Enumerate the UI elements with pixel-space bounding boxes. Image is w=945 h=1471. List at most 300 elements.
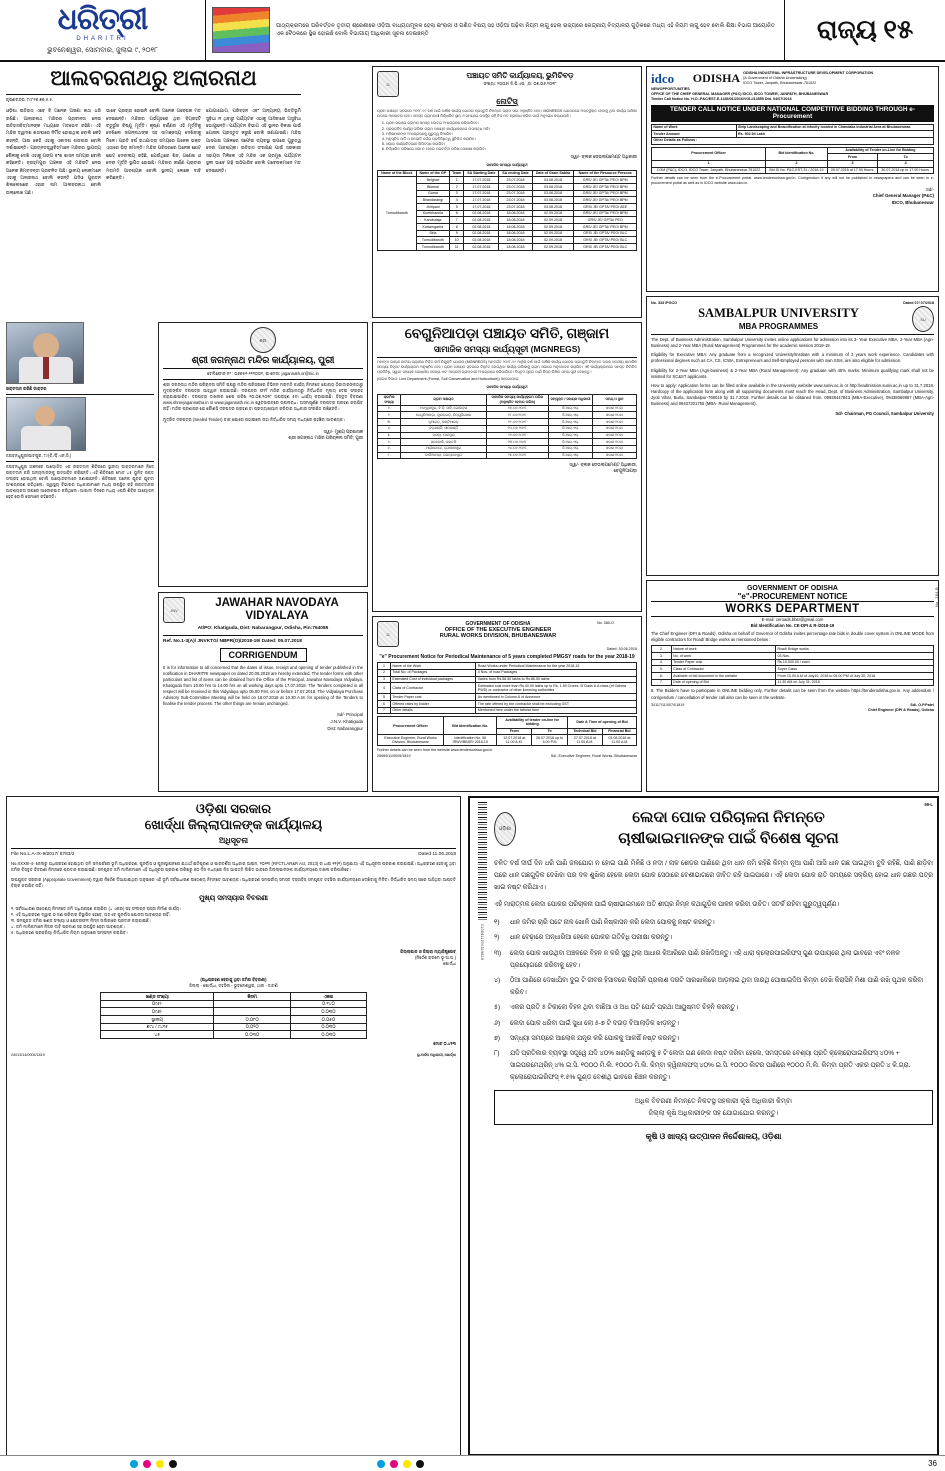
cell: 02.09.2018 bbox=[532, 237, 574, 244]
cell: 02.08.2018 bbox=[464, 230, 499, 237]
khordha-point: ୨. ଏହି ଅଧିଗ୍ରହଣ ଦ୍ୱାରା ୦ ଜଣ ପରିବାର ବିସ୍ଥାପିତ ହେବେ, ଅତଏବ ପୁନର୍ବାସ ଯୋଜନା ଆବଶ୍ୟକ ନାହିଁ। bbox=[11, 912, 171, 918]
cell: 17.07.2018 bbox=[464, 197, 499, 204]
cell: CGM (P&C), IDCO, IDCO Tower, Janpath, Bhubaneswar-751022 bbox=[652, 167, 766, 174]
cell: 2 bbox=[378, 669, 391, 676]
beguniapada-schedule-table bbox=[377, 394, 637, 460]
cell: ୬. bbox=[378, 439, 401, 446]
jagannath-contact: ଟେଲିଫୋନ୍ ନଂ : ୦୬୭୫୨-୨୨୨୦୦୨, ଇ-ମେଲ: jagannath.or@nic.in bbox=[207, 371, 319, 376]
item-text: ଯଦି ପ୍ରତିକାର ବ୍ୟବସ୍ଥା ସତ୍ତ୍ୱେ ଯଦି ୪୦% ଖଣ୍ଡିକୁ ଖଣ୍ଡକୁ ୫ ଟି ଲେଦା ଗଣ ଲେଦା ନଷ୍ଟ ଜରିବା ହେଲେ, ସମସ୍ତରେ ବେଶ୍ୟା ପ୍ରତି କ୍ଲୋରୋପାଇରିଫସ୍ ୪୦% + ସାଇପରମେଥ୍ରିନ୍ ୪% ଇ.ସି. ୧୦୦୦ ମି.ଲି. ୧୦୦୦ ମି.ଲି. କିମ୍ବା କ୍ୱିନାଲଫସ୍ ୪୦% ଇ.ସି. ୧୦୦୦ ଲିଟର ପାଣିରେ ୧୦୦୦ ମି.ଲି. କିମ୍ବା ପ୍ରତି ଏକର ପ୍ରତି ୪ କି.ଗ୍ରା. କ୍ଲୋରୋପାଇରିଫସ୍ ୧.୫% ଗୁଣ୍ଡ ବେଶୀଥି ଭାବରେ ଶିଞ୍ଚନ କରନ୍ତୁ। bbox=[510, 1049, 911, 1082]
item-text: ଲେଦା ପୋକ ଖାଉଥିବା ଅଞ୍ଚଳରେ ବିହନ ନ କରି ସୁସ୍ଥ ଥିଲା ଆଧାର କିଆରିରେ ପାଣି ରଖିଦିଅନ୍ତୁ। ଏହି ଧାରା କ୍ଲୋରପାଇରିଫସ୍ ଗୁଣ ଉପାୟରେ ଥିଲା ଭାବରେ ଏବଂ ନଳଳ ପ୍ରୟୋଗରେ ଜରିବାକୁ ହେବ। bbox=[510, 949, 900, 969]
col-header: ସାମାଜିକ ସମସ୍ୟା କାର୍ଯ୍ୟକ୍ରମ ତାରିଖ (ଅନୁଷ୍ଠିତ ହେବାର ତାରିଖ) bbox=[486, 394, 548, 405]
table-row bbox=[378, 419, 637, 426]
item-number: ୮) bbox=[494, 1049, 500, 1057]
sambalpur-para-2: Eligibility for 2-Year MBA (Agri-business) & 2-Year MBA (Rural Management): Any graduate with 45% marks. Minimum qualifying mark shall not be insisted for SC&ST applicants. bbox=[651, 367, 934, 379]
locust-contact-box bbox=[494, 1090, 933, 1124]
cell: 02.09.2018 bbox=[532, 217, 574, 224]
table-row bbox=[378, 707, 637, 714]
cell: ୦୯୫/- bbox=[101, 1000, 214, 1008]
jnv-ref: Ref. No.1-3(A)/ JNVKTG/ NBPR(O)/2018-19/ Dated: 05.07.2018 bbox=[163, 638, 302, 644]
magenta-dot-icon bbox=[390, 1460, 398, 1468]
khordha-body-2: ଉପଯୁକ୍ତ ସରକାର (Appropriate Government) ଦ୍ୱାରା ନିର୍ଦ୍ଦେଶ ଦିଆଯାଇଥିବା ଅନୁସାରେ ଏହି ଭୂମି ସର୍ବସାଧାରଣ ଉଦ୍ଦେଶ୍ୟ ନିମନ୍ତେ ଆବଶ୍ୟକ। ଅଧିଗ୍ରହଣ ସମ୍ପର୍କୀୟ ସମସ୍ତ ଦସ୍ତାବିଜ୍ ସମ୍ପୃକ୍ତ ତହସିଲ କାର୍ଯ୍ୟାଳୟରେ ଦେଖିବାକୁ ମିଳିବ। ନିର୍ଦ୍ଧାରିତ ସମୟ ପରେ ଆସିଥିବା ଆପତ୍ତି ବିଚାର କରାଯିବ ନାହିଁ। bbox=[11, 876, 456, 888]
table-row bbox=[378, 663, 637, 670]
rural-works-title: "e" Procurement Notice for Periodical Maintenance of 5 years completed PMGSY roads for the year 2018-19 bbox=[379, 654, 635, 661]
jagannath-notice bbox=[158, 322, 368, 587]
cell: ୫. bbox=[378, 432, 401, 439]
cell: ଜି.ଆର୍.ଏସ୍. bbox=[548, 445, 592, 452]
cell: Bilamal bbox=[416, 184, 450, 191]
cell: 02.09.2018 bbox=[532, 230, 574, 237]
cell: 23.07.2018 bbox=[499, 204, 532, 211]
col-subheader: To bbox=[532, 728, 568, 735]
table-row bbox=[378, 237, 637, 244]
cell: No. of work bbox=[671, 653, 775, 660]
cell: 03.08.2018 bbox=[532, 190, 574, 197]
odisha-emblem-icon: ⚖ bbox=[377, 621, 399, 647]
khordha-notice-word: ଅଧିସୂଚନା bbox=[218, 835, 249, 845]
cell: Rs.10,000.00 / each bbox=[776, 659, 934, 666]
cell: 02.09.2018 bbox=[532, 224, 574, 231]
photo-caption-1: ରକ୍ତଦାନ କରିଛି ଡାକ୍ତର bbox=[6, 386, 47, 391]
idco-sign-1: Sd/- bbox=[925, 186, 934, 192]
item-number: ୪) bbox=[494, 977, 501, 984]
barcode-area bbox=[474, 802, 490, 960]
panchayat-point: 6. ନିର୍ଦ୍ଧାରିତ ତାରିଖରେ ସଭା ନ ହେଲେ ପରବର୍ତ୍ତୀ ତାରିଖ ଘୋଷଣା କରାଯିବ। bbox=[386, 147, 637, 152]
table-row bbox=[652, 167, 934, 174]
cell: ମାର୍ଦ୍ଦାକୋଟେ, ଗୋପାଳପୁର bbox=[401, 445, 486, 452]
paper-name-odia: ଧରିତ୍ରୀ bbox=[57, 3, 148, 36]
panchayat-schedule-table bbox=[377, 170, 637, 251]
item-number: ୨) bbox=[494, 934, 500, 942]
cell: 2. bbox=[652, 646, 672, 653]
cell: 7 bbox=[378, 707, 391, 714]
locust-item bbox=[494, 917, 933, 929]
works-dept-side-no: No. 284-B bbox=[935, 587, 939, 607]
col-number: 3 bbox=[827, 160, 877, 167]
khordha-point: ୩. ସମ୍ପୃକ୍ତ ଜମିର ଖଣ୍ଡ ସଂଖ୍ୟା ଓ କ୍ଷେତ୍ରଫଳ ନିମ୍ନ ତାଲିକାରେ ପ୍ରଦାନ କରାଯାଇଛି। bbox=[11, 918, 151, 924]
idco-office-line: OFFICE OF THE CHIEF GENERAL MANAGER (P&C) IDCO, IDCO TOWER, JANPATH, BHUBANESWAR bbox=[651, 92, 829, 97]
sambalpur-para-3: How to apply: Application forms can be filled online available in the University website www.suniv.ac.in or http://eadmission.suniv.ac.in up to 31.7.2018. Hardcopy of the application form along with all supporting documents must reach the Head, Dept. of Business Administration, Sambalpur University, Jyoti Vihar, Burla, Sambalpur-768019 by 31.7.2018. Further details can be obtained from. 09938447843 (MBA-Executive), 09438069867 (MBA-Agri-Business) and 09437201755 (MBA- Rural Management). bbox=[651, 382, 934, 407]
khordha-office-sign-2: (ନିର୍ଦ୍ଦେଶ କ୍ରମେ ଭୂ-ଅ.ଅ.) bbox=[414, 954, 456, 960]
cell: GRS/ JE/ GPTA/ PEO/ BPM bbox=[574, 190, 637, 197]
cell: 18.08.2018 bbox=[499, 224, 532, 231]
photo-story bbox=[6, 322, 154, 500]
table-header-row bbox=[378, 394, 637, 405]
cell: 17.07.2018 bbox=[464, 204, 499, 211]
cell: Karukutaja bbox=[416, 217, 450, 224]
col-subheader: From bbox=[827, 154, 877, 161]
barcode-icon bbox=[478, 802, 487, 922]
cell: ସକାଳ ୧୦ଟା bbox=[592, 405, 636, 412]
col-header: Date of Gram Sabha bbox=[532, 170, 574, 177]
idco-details-table bbox=[651, 124, 934, 145]
cell: 1 bbox=[450, 177, 464, 184]
cell: 6 bbox=[450, 210, 464, 217]
item-text: ଲେଦା ପୋକ ଧରିବା ପାଇଁ ସୁଧା ଲୋ ୫-୭ ଟି ଦଉଡ଼ ବିଆଲାଡ଼ିକ ଝାଡ଼ନ୍ତୁ। bbox=[510, 1019, 679, 1027]
locust-item bbox=[494, 1018, 933, 1030]
cell: ଜି.ଆର୍.ଏସ୍. bbox=[548, 439, 592, 446]
col-header: ଏକର bbox=[290, 993, 366, 1001]
cell: Estimated cost more than Rs.40.00 lakhs up to Rs. 1.50 Crores. B Class & A class (of Odisha PWD) or contractor of other licensing authorities bbox=[476, 683, 637, 694]
rural-works-footer: Further details can be seen from the website www.tendersorissa.gov.in bbox=[377, 748, 493, 753]
cell: Date of opening of Bid bbox=[671, 679, 775, 686]
cell: Tender Paper cost bbox=[390, 694, 475, 701]
jnv-corrigendum-label: CORRIGENDUM bbox=[220, 648, 307, 662]
col-number: 2 bbox=[766, 160, 828, 167]
cell: Road/ Bridge works bbox=[776, 646, 934, 653]
cell: ୨୩.୦୭.୨୦୧୮ bbox=[486, 439, 548, 446]
cell: Mentioned here under the tabular form bbox=[476, 707, 637, 714]
cell: ନୂଆଗଡ଼, କଣ୍ଟିଆଗଡ଼ bbox=[401, 419, 486, 426]
cell: ୦.୦୩୦ bbox=[290, 1008, 366, 1016]
panchayat-notice bbox=[372, 66, 642, 318]
cell: 03.08.2018 bbox=[532, 197, 574, 204]
masthead-center bbox=[205, 0, 785, 60]
beguniapada-subtitle: ସାମାଜିକ ସମସ୍ୟା କାର୍ଯ୍ୟସୂଚୀ (MGNREGS) bbox=[433, 343, 581, 354]
works-dept-email: E-mail: ceroads.bbsr@gmail.com bbox=[761, 617, 824, 622]
idco-tender-call-no: Tender Call Notice No. H.O.-P&C/EST-E-1185/01/2016/VOl-I/13555 Dtd. 04/07/2018 bbox=[651, 97, 792, 102]
cell: 3 bbox=[450, 190, 464, 197]
idco-footer: Further details can be seen from the e-Procurement portal. www.tendersorissa.gov.in. Corrigendum if any will not be published in newspapers and can be seen in e-procurement portal as well as in IDCO website www.idco.in. bbox=[651, 176, 934, 186]
table-row bbox=[378, 452, 637, 459]
cmyk-dots-left bbox=[130, 1460, 177, 1468]
sambalpur-date: Dated 07/ 07/2018 bbox=[903, 301, 934, 305]
rural-works-sign: Sd/- Executive Engineer, Rural Works, Bhubaneswar bbox=[550, 753, 637, 758]
item-number: ୭) bbox=[494, 1034, 501, 1042]
panchayat-signature: ସ୍ୱା/- ବ୍ଲକ ଡେଭଲପମେଣ୍ଟ ଅଧିକାରୀ bbox=[570, 154, 637, 160]
cell: Class of Contractor bbox=[671, 666, 775, 673]
cell: Class of Contractor bbox=[390, 683, 475, 694]
cell: Tumudibandh bbox=[416, 237, 450, 244]
jnv-emblem-icon: JNV bbox=[163, 597, 185, 623]
col-header: ଗ୍ରାମ ପଞ୍ଚାୟତ bbox=[401, 394, 486, 405]
table-row bbox=[378, 445, 637, 452]
item-text: ଏକର ପ୍ରତି ୫ ଟିକାଲୋ ବିହନ ଥିବା ବାଛିଆ ଓ ଅଧ ପଟି ପୋଟି ପ୍ରଥା ଆୟୁଷ୍ମତ ଚିହ୍ନି କରନ୍ତୁ। bbox=[510, 1004, 739, 1012]
table-row bbox=[101, 1016, 367, 1024]
cell: ୩. bbox=[378, 419, 401, 426]
table-row bbox=[101, 1023, 367, 1031]
cell: The rate offered by the contractor shall be excluding GST bbox=[476, 701, 637, 708]
cmyk-dots-right bbox=[377, 1460, 424, 1468]
paper-name-latin: DHARITRI bbox=[76, 36, 129, 42]
cell: 4 bbox=[378, 683, 391, 694]
rural-works-ref: 25069/11/0009/1819 bbox=[377, 753, 411, 758]
cell: ସକାଳ ୧୦ଟା bbox=[592, 425, 636, 432]
khordha-table-sub: ଜିଲ୍ଲା - ଖୋର୍ଦ୍ଧା, ତହସିଲ - ଭୁବନେଶ୍ୱର, ଥାନା - ଜାଟଣି bbox=[189, 982, 278, 988]
sambalpur-intro: The Dept. of Business Administration, Sambalpur University invites online applications for admission into its 3- Year Executive MBA, 2-Year MBA (Agri-Business) and 2-Year MBA (Rural Management) Programmes for the academic session 2018-19. bbox=[651, 337, 934, 349]
cell: 4 Nos. of road Packages bbox=[476, 669, 637, 676]
col-subheader: Technical Bid bbox=[568, 728, 603, 735]
locust-title-1: ଲେଦା ପୋକ ପରିଚାଳନା ନିମନ୍ତେ bbox=[632, 809, 825, 827]
khordha-land-table bbox=[100, 992, 367, 1039]
cell: 02.08.2018 bbox=[464, 224, 499, 231]
cell: ଜି.ଆର୍.ଏସ୍. bbox=[548, 412, 592, 419]
cell: Sirla bbox=[416, 230, 450, 237]
cell: Available of bid document in the website bbox=[671, 673, 775, 680]
cell: 7 bbox=[450, 217, 464, 224]
locust-item bbox=[494, 1048, 933, 1085]
table-row bbox=[378, 204, 637, 211]
cell: ସକାଳ ୧୦ଟା bbox=[592, 445, 636, 452]
jagannath-sign-1: ସ୍ୱା/- ମୁଖ୍ୟ ପ୍ରଶାସକ bbox=[323, 428, 363, 434]
cell: 11.30 AM on July 31, 2018 bbox=[776, 679, 934, 686]
khordha-point: ୪. ଜମି ମାଲିକମାନେ ନିଜର ଦାବି ପ୍ରମାଣ ସହ ଉପସ୍ଥିତ ହେବା ଆବଶ୍ୟକ। bbox=[11, 924, 125, 930]
odisha-wordmark: ODISHA bbox=[692, 71, 741, 85]
photo-event bbox=[6, 397, 86, 451]
cell: 6. bbox=[652, 673, 672, 680]
col-header: Name of the Resource Persons bbox=[574, 170, 637, 177]
panchayat-office-line-1: ପଞ୍ଚାୟତ ସମିତି କାର୍ଯ୍ୟାଳୟ, ଭୁମିଚିବଡ଼ bbox=[466, 71, 574, 80]
locust-footer: କୃଷି ଓ ଖାଦ୍ୟ ଉତ୍ପାଦନ ନିର୍ଦ୍ଦେଶାଳୟ, ଓଡ଼ିଶା bbox=[645, 1131, 782, 1141]
item-number: ୫) bbox=[494, 1004, 501, 1012]
table-row bbox=[652, 137, 934, 144]
idco-new-opportunities: NEWOPPORTUNITIES bbox=[651, 87, 690, 91]
cell: ୧୮.୦୭.୨୦୧୮ bbox=[486, 412, 548, 419]
item-number: ୬) bbox=[494, 1019, 501, 1027]
locust-side-no: 59-L bbox=[924, 802, 933, 807]
khordha-point: ୫. ଅଧିଗ୍ରହଣ ପ୍ରକ୍ରିୟା ନିର୍ଦ୍ଧାରିତ ନିୟମ ଅନୁସାରେ ସମ୍ପନ୍ନ କରାଯିବ। bbox=[11, 930, 128, 936]
idco-company-name: ODISHA INDUSTRIAL INFRASTRUCTURE DEVELOPMENT CORPORATION bbox=[743, 71, 874, 75]
khordha-footer-sign: ଭୂ-ଅର୍ଜନ ଅଧିକାରୀ, ଖୋର୍ଦ୍ଧା bbox=[416, 1053, 456, 1058]
main-story-title: ଆଲବରନାଥରୁ ଅଲାରନାଥ bbox=[50, 66, 257, 90]
rainbow-flag-icon bbox=[212, 7, 270, 53]
cell: ୦.୦୫୦ bbox=[290, 1016, 366, 1024]
idco-tender bbox=[646, 66, 939, 292]
jnv-title: JAWAHAR NAVODAYA VIDYALAYA bbox=[215, 597, 339, 623]
cell: Road Works under Periodical Maintenance for the year 2018-19 bbox=[476, 663, 637, 670]
table-row bbox=[652, 653, 934, 660]
panchayat-notice-title: ନୋଟିସ୍ bbox=[496, 97, 518, 106]
table-header-row bbox=[378, 717, 637, 728]
table-row bbox=[652, 131, 934, 138]
table-row bbox=[378, 694, 637, 701]
locust-item bbox=[494, 1002, 933, 1014]
cell: 02.09.2018 bbox=[532, 244, 574, 251]
cell: Other Details as Follows : bbox=[652, 137, 934, 144]
jagannath-sign-2: ଶ୍ରୀ ଜଗନ୍ନାଥ ମନ୍ଦିର ପରିଚାଳନା ସମିତି, ପୁରୀ bbox=[288, 435, 363, 441]
cell: ୦.୦୩୦ bbox=[214, 1031, 290, 1039]
sambalpur-subtitle: MBA PROGRAMMES bbox=[738, 322, 819, 332]
locust-title-2: ଚାଷୀଭାଇମାନଙ୍କ ପାଇଁ ବିଶେଷ ସୂଚନା bbox=[618, 830, 839, 848]
cell: ୨୦.୦୭.୨୦୧୮ bbox=[486, 425, 548, 432]
table-header-row bbox=[378, 170, 637, 177]
locust-items bbox=[494, 917, 933, 1084]
idco-address: IDCO Tower, Janpath, Bhubaneswar-751022 bbox=[743, 81, 817, 86]
cell: GRS/ JE/ GPTA/ PEO/ BPM bbox=[574, 177, 637, 184]
locust-item bbox=[494, 948, 933, 972]
table-row bbox=[378, 412, 637, 419]
table-row bbox=[101, 1031, 367, 1039]
masthead bbox=[0, 0, 945, 62]
table-row bbox=[652, 666, 934, 673]
cell: Identification No. 06 /RWV/BBSR/ 2018-19 bbox=[444, 735, 497, 746]
table-row bbox=[378, 735, 637, 746]
item-text: ଧାନ ଜମିର ଚାରି ପଟେ ନାଳ ଖୋଳି ପାଣି ନିଷ୍କାସନ କରି ଲେଦା ପୋକକୁ ନଷ୍ଟ କରନ୍ତୁ। bbox=[510, 919, 715, 927]
cell bbox=[214, 1008, 290, 1016]
rural-works-table-2 bbox=[377, 716, 637, 746]
table-row bbox=[378, 439, 637, 446]
item-text: ସନ୍ଧ୍ୟା ସମୟରେ ଆଲୋକ ଯନ୍ତ୍ର କରି ପୋକକୁ ଆକର୍ଷି ନଷ୍ଟ କରନ୍ତୁ। bbox=[510, 1034, 680, 1042]
cell: Kumbharsila bbox=[416, 210, 450, 217]
rural-works-notice-no: No. 380-O bbox=[597, 621, 615, 625]
cell: 23.07.2018 bbox=[499, 177, 532, 184]
photo-story-body: ଜଗବନ୍ଧୁପୁର ଅଞ୍ଚଳରେ ଆୟୋଜିତ ଏକ ରକ୍ତଦାନ ଶିବିରରେ ସ୍ଥାନୀୟ ଡାକ୍ତରମାନେ ନିଜେ ରକ୍ତଦାନ କରି ଅନ୍ୟମାନଙ୍କୁ ଉତ୍ସାହିତ କରିଛନ୍ତି। ଏହି ଶିବିରରେ ମୋଟ ୪୫ ୟୁନିଟ୍ ରକ୍ତ ସଂଗ୍ରହ ହୋଇଥିଲା ବୋଲି ଆୟୋଜକମାନେ ଜଣାଇଛନ୍ତି। ଶିବିରରେ ଅନେକ ଯୁବକ ଯୁବତୀ ଅଂଶଗ୍ରହଣ କରିଥିଲେ। ସ୍ୱାସ୍ଥ୍ୟ ବିଭାଗର ଅଧିକାରୀମାନେ ମଧ୍ୟ ଉପସ୍ଥିତ ରହି ରକ୍ତଦାନର ଆବଶ୍ୟକତା ଉପରେ ଆଲୋକପାତ କରିଥିଲେ। ଆଗାମୀ ଦିନରେ ମଧ୍ୟ ଏପରି ଶିବିର ଆୟୋଜନ ହେବ ବୋଲି ସେମାନେ କହିଛନ୍ତି। bbox=[6, 463, 154, 500]
black-dot-icon bbox=[169, 1460, 177, 1468]
table-header-row bbox=[652, 147, 934, 154]
table-row bbox=[101, 1000, 367, 1008]
col-header: Procurement Officer bbox=[652, 147, 766, 160]
table-row bbox=[378, 405, 637, 412]
khordha-date: Dated 11.06.2018 bbox=[418, 851, 456, 857]
table-row bbox=[378, 184, 637, 191]
cell: ବଡ଼ଖଣ୍ଡି, ସାନଖଣ୍ଡି bbox=[401, 425, 486, 432]
table-row bbox=[378, 177, 637, 184]
works-dept-sign-1: Sd/- O.P.Patel bbox=[910, 702, 934, 707]
col-subheader: Financial Bid bbox=[602, 728, 636, 735]
cell: 5 bbox=[450, 204, 464, 211]
col-number: 4 bbox=[878, 160, 934, 167]
cell: ଜି.ଆର୍.ଏସ୍. bbox=[548, 432, 592, 439]
cell: 03.08.2018 bbox=[532, 177, 574, 184]
cyan-dot-icon bbox=[377, 1460, 385, 1468]
cell: 7. bbox=[652, 679, 672, 686]
magenta-dot-icon bbox=[143, 1460, 151, 1468]
table-row bbox=[101, 1008, 367, 1016]
khordha-section-title: ମୁଖ୍ୟ ସମସ୍ୟାର ବିବରଣୀ bbox=[199, 895, 268, 903]
jnv-sign-1: Sd/- Principal bbox=[336, 712, 363, 718]
table-row bbox=[378, 701, 637, 708]
jagannath-emblem bbox=[163, 327, 363, 353]
edition-date: ଭୁବନେଶ୍ୱର, ସୋମବାର, ଜୁଲାଇ ୯, ୨୦୧୮ bbox=[47, 47, 158, 54]
cell: ଜି.ଆର୍.ଏସ୍. bbox=[548, 419, 592, 426]
cell: 09.07.2018 at 17.00 Hours. bbox=[827, 167, 877, 174]
works-dept-ref: 34117/11/0074/1819 bbox=[651, 702, 685, 707]
item-number: ୩) bbox=[494, 949, 502, 957]
cell: GRS/ JE/ GPTA/ PEO bbox=[574, 217, 637, 224]
table-row bbox=[652, 659, 934, 666]
cell: Total No. of Packages bbox=[390, 669, 475, 676]
cell: ୧. bbox=[378, 405, 401, 412]
cell: ୨୫.୦୭.୨୦୧୮ bbox=[486, 452, 548, 459]
beguniapada-notice bbox=[372, 322, 642, 612]
khordha-body-1: No.XXXIII-4- ଜେଲରୁ ଅଧିଗ୍ରହଣ ହୋଇଥିବା ଜମି ସମ୍ପର୍କରେ ଭୂମି ଅଧିଗ୍ରହଣ, ପୁନର୍ବାସ ଓ ପୁନଃସ୍ଥାପନରେ ଯଥାର୍ଥ କ୍ଷତିପୂରଣ ଓ ପାରଦର୍ଶିତା ଅଧିକାର ଆଇନ, ୨୦୧୩ (RFCTLAR&R Act, 2013) ର ଧାରା ୧୧(୧) ଅନୁଯାୟୀ ଏହି ଅଧିସୂଚନା ପ୍ରକାଶ କରାଯାଉଛି। ଅଧିଗ୍ରହଣ ହେବାକୁ ଥିବା ଜମିର ବିସ୍ତୃତ ବିବରଣୀ ନିମ୍ନରେ ପ୍ରଦାନ କରାଯାଇଛି। ସମ୍ପୃକ୍ତ ଜମି ମାଲିକମାନେ ଏହି ଅଧିସୂଚନା ପ୍ରକାଶ ତାରିଖରୁ ୬୦ ଦିନ ମଧ୍ୟରେ ନିଜ ଆପତ୍ତି ଲିଖିତ ଭାବରେ ଜିଲ୍ଲାପାଳଙ୍କ କାର୍ଯ୍ୟାଳୟରେ ଦାଖଲ କରିପାରିବେ। bbox=[11, 860, 456, 872]
cell: 18.08.2018 bbox=[499, 237, 532, 244]
idco-company-sub: (A Government of Odisha Undertaking) bbox=[743, 76, 807, 81]
table-header-row bbox=[652, 160, 934, 167]
works-dept-sign-2: Chief Engineer (DPI & Roads), Odisha bbox=[867, 707, 934, 712]
cell: GRS/ JE/ GPTA/ PEO/ BPM bbox=[574, 224, 637, 231]
yellow-dot-icon bbox=[403, 1460, 411, 1468]
cell: ଜି.ଆର୍.ଏସ୍. bbox=[548, 405, 592, 412]
khordha-file-no: File No.L.A-IX-9/2017/ 8783/2 bbox=[11, 851, 75, 857]
works-dept-govt: GOVERNMENT OF ODISHA bbox=[746, 585, 838, 592]
col-header: Availability of tender on-line for bidding bbox=[497, 717, 568, 728]
cell: Belghar bbox=[416, 177, 450, 184]
locust-intro-2: ଏହି ମାରାତ୍ମକ ଲେଦା ପୋକର ପରିଚାଳନା ପାଇଁ ଚାଷୀଭାଇମାନେ ଅତି ଶୀଘ୍ର ନିମ୍ନ କଥାଗୁଡ଼ିକ ପାଳନ କରିବା ଉଚିତ। ସତର୍କ ରହିବା ଗୁରୁତ୍ୱପୂର୍ଣ୍ଣ। bbox=[494, 901, 840, 909]
beguniapada-title: ବେଗୁନିଆପଡ଼ା ପଞ୍ଚାୟତ ସମିତି, ଗଞ୍ଜାମ bbox=[404, 327, 610, 342]
khordha-office-sign-3: ଖୋର୍ଦ୍ଧା bbox=[443, 960, 456, 966]
beguniapada-line-dept: (ଲାଇନ ବିଭାଗ: Line Department (Forest, Soil Conservation and Horticulture)) ସହଯୋଗରେ bbox=[377, 377, 519, 382]
col-header: SA Starting Date bbox=[464, 170, 499, 177]
jnv-body: It is for information to all concerned that the dates of issue, receipt and opening of tender published in the notification in DHARITRI newspaper on dated 20.06.2018 are hereby extended. The tender forms with other particulars and list of items can be obtained from the Office of the Principal, Jawahar Navodaya Vidyalaya, Khatiguda from 10.00 hrs to 14.00 hrs on all working days upto 17.07.2018. The Tenders completed in all respect will be received in this Vidyalaya upto 05.00 P.M. on or before 17.07.2018. The Vidyalaya Purchase Advisory Sub-Committee Meeting will be held on 18.07.2018 at 10.30 A.M. for opening of the Tenders to finalise the tender process. The other things are remain unchanged. bbox=[163, 664, 363, 707]
khordha-line-2: ଖୋର୍ଦ୍ଧା ଜିଲ୍ଲାପାଳଙ୍କ କାର୍ଯ୍ୟାଳୟ bbox=[144, 817, 323, 833]
table-row bbox=[652, 124, 934, 131]
works-dept-note: 8. The Bidders have to participate in ONLINE bidding only. Further details can be seen from the website https://tenderodisha.gov.in. Any addendum / corrigendum / cancellation of tender call also can be seen in the website. bbox=[651, 688, 934, 700]
cell: ବାଲିଆପଡ଼ା, ଜଗନ୍ନାଥପୁର bbox=[401, 452, 486, 459]
sambalpur-title: SAMBALPUR UNIVERSITY bbox=[698, 306, 859, 321]
col-header: Name of the GP bbox=[416, 170, 450, 177]
cell: ୪୫ bbox=[101, 1031, 214, 1039]
rural-works-office-2: RURAL WORKS DIVISION, BHUBANESWAR bbox=[439, 633, 557, 639]
cell: Jhiripani bbox=[416, 204, 450, 211]
cell: 03.08.2018 bbox=[532, 204, 574, 211]
cell: Bhandarangi bbox=[416, 197, 450, 204]
table-row bbox=[378, 676, 637, 683]
col-header: Date & Time of opening of Bid bbox=[568, 717, 637, 728]
photo-doctor bbox=[6, 322, 84, 384]
cell: Kurtamgarha bbox=[416, 224, 450, 231]
cell: 17.07.2018 bbox=[464, 184, 499, 191]
cell: 03.08.2018 bbox=[532, 184, 574, 191]
jnv-sign-3: Dist: Nabarangpur bbox=[327, 725, 363, 731]
table-row bbox=[378, 230, 637, 237]
table-row bbox=[378, 244, 637, 251]
main-story-byline: କୃଷ୍ଣଚନ୍ଦ୍ର, ୮୯୮୧୬.୭୭.୫.୫. bbox=[6, 97, 54, 103]
cell: 18.08.2018 bbox=[499, 210, 532, 217]
idco-banner: TENDER CALL NOTICE UNDER NATIONAL COMPETITIVE BIDDING THROUGH e- Procurement bbox=[651, 105, 934, 122]
table-row bbox=[378, 224, 637, 231]
sambalpur-sign: Sd/- Chairman, PG Council, Sambalpur University bbox=[835, 411, 934, 417]
table-row bbox=[378, 190, 637, 197]
cell: 5 bbox=[378, 694, 391, 701]
cell: Tender Paper cost bbox=[671, 659, 775, 666]
cell: GRS/ JE/ GPTA/ PEO/ BLC bbox=[574, 230, 637, 237]
cell: 17.07.2018 bbox=[464, 190, 499, 197]
cell: ୦୯୬/- bbox=[101, 1008, 214, 1016]
cell: ୦.୧୪୦ bbox=[290, 1000, 366, 1008]
cell: ସକାଳ ୧୦ଟା bbox=[592, 412, 636, 419]
locust-item bbox=[494, 975, 933, 999]
locust-box-line-2: ଜିଲ୍ଲା କୃଷି ଅଧିକାରୀଙ୍କ ସହ ଯୋଗାଯୋଗ କରନ୍ତୁ। bbox=[648, 1109, 779, 1117]
table-header-row bbox=[101, 993, 367, 1001]
panchayat-schedule-title: ସାମାଜିକ ସମସ୍ୟା କାର୍ଯ୍ୟସୂଚୀ bbox=[486, 162, 528, 167]
jagannath-sealed-note: ମୁଦ୍ରିତ ଦରପତ୍ର (Sealed Tender) ଡାକ ଯୋଗେ ପଠାଇଲେ ତାହା ନିର୍ଦ୍ଧାରିତ ସମୟ ମଧ୍ୟରେ ପହଞ୍ଚିବା ଆବଶ୍ୟକ। bbox=[163, 416, 345, 422]
cell: GRS/ JE/ GPTA/ PEO/ BLC bbox=[574, 244, 637, 251]
khordha-notification bbox=[6, 796, 461, 1456]
cell: Tender Amount bbox=[652, 131, 737, 138]
cell: ୭. bbox=[378, 445, 401, 452]
jagannath-body: ଶ୍ରୀ ଜଗନ୍ନାଥ ମନ୍ଦିର ପରିଚାଳନା ସମିତି ପକ୍ଷରୁ ମନ୍ଦିର ପରିସରରେ ବିଭିନ୍ନ ମରାମତି କାର୍ଯ୍ୟ ନିମନ୍ତେ ଯୋଗ୍ୟ ଠିକାଦାରଙ୍କଠାରୁ ମୁଦ୍ରାଙ୍କିତ ଦରପତ୍ର ଆହ୍ୱାନ କରାଯାଉଛି। ଦରପତ୍ର ଫର୍ମ ମନ୍ଦିର କାର୍ଯ୍ୟାଳୟରୁ ନିର୍ଦ୍ଧାରିତ ମୂଲ୍ୟ ଦେଇ ସଂଗ୍ରହ କରାଯାଇପାରିବ। ଦରପତ୍ର ଦାଖଲର ଶେଷ ତାରିଖ ୨୦.୦୭.୨୦୧୮ ଅପରାହ୍ଣ ୫ଟା ଧାର୍ଯ୍ୟ କରାଯାଇଛି। ବିସ୍ତୃତ ବିବରଣୀ www.shreejagannatha.in ଓ www.jagannath.nic.in ୱେବସାଇଟ୍‌ରେ ଉପଲବ୍ଧ। ଅସମ୍ପୂର୍ଣ୍ଣ ଦରପତ୍ର ଗ୍ରହଣ କରାଯିବ ନାହିଁ। ମନ୍ଦିର ପ୍ରଶାସନ ଯେ କୌଣସି ଦରପତ୍ର ଗ୍ରହଣ ବା ପ୍ରତ୍ୟାଖ୍ୟାନ କରିବାର ଅଧିକାର ସଂରକ୍ଷିତ ରଖିଛନ୍ତି। bbox=[163, 382, 363, 412]
cell: Estimated Cost of individual packages bbox=[390, 676, 475, 683]
panchayat-point: 1. ଗ୍ରାମ ସଭାରେ ଗ୍ରାମର ସମସ୍ତ ଭୋଟର ଅଂଶଗ୍ରହଣ କରିପାରିବେ। bbox=[386, 121, 637, 126]
table-row bbox=[378, 669, 637, 676]
cell: ସକାଳ ୧୦ଟା bbox=[592, 432, 636, 439]
cell: Executive Engineer, Rural Works Division, Bhubaneswar bbox=[378, 735, 444, 746]
cell: Guma bbox=[416, 190, 450, 197]
works-dept-quote: "e"-PROCUREMENT NOTICE bbox=[737, 592, 848, 601]
works-department-notice bbox=[646, 580, 939, 792]
cell: 18.08.2018 bbox=[499, 244, 532, 251]
rural-works-office-1: OFFICE OF THE EXECUTIVE ENGINEER bbox=[444, 627, 552, 633]
cell bbox=[214, 1000, 290, 1008]
sambalpur-notice-no: No. 333 /PGCO bbox=[651, 301, 678, 305]
cell: Tumudibandh bbox=[378, 177, 417, 250]
cell: GRS/ JE/ GPTA/ PEO/ BPM bbox=[574, 184, 637, 191]
cell: Nature of work bbox=[671, 646, 775, 653]
col-header: Availability of Tender on-Line for Bidding bbox=[827, 147, 933, 154]
table-row bbox=[378, 217, 637, 224]
main-story bbox=[6, 66, 301, 196]
locust-advisory bbox=[468, 796, 939, 1456]
